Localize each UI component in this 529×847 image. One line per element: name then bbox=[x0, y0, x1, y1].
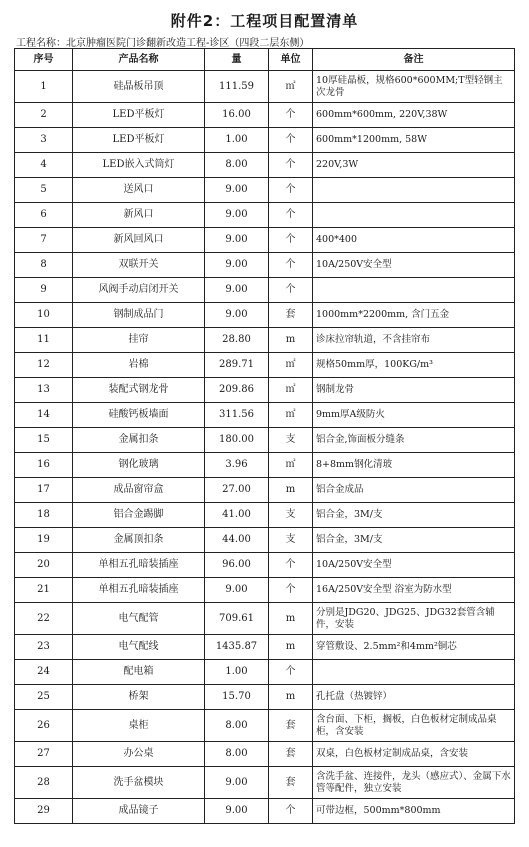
product-name-cell: 送风口 bbox=[73, 178, 205, 203]
product-name-cell: 电气配管 bbox=[73, 603, 205, 635]
product-name-cell: LED嵌入式筒灯 bbox=[73, 153, 205, 178]
unit-cell: 支 bbox=[269, 428, 313, 453]
unit-cell: 支 bbox=[269, 528, 313, 553]
quantity-cell: 9.00 bbox=[205, 253, 269, 278]
row-number-cell: 2 bbox=[15, 103, 73, 128]
unit-cell: ㎡ bbox=[269, 378, 313, 403]
product-name-cell: 钢化玻璃 bbox=[73, 453, 205, 478]
quantity-cell: 3.96 bbox=[205, 453, 269, 478]
unit-cell: ㎡ bbox=[269, 71, 313, 103]
unit-cell: m bbox=[269, 603, 313, 635]
remark-cell bbox=[313, 178, 515, 203]
row-number-cell: 20 bbox=[15, 553, 73, 578]
table-row bbox=[15, 710, 515, 742]
quantity-cell: 8.00 bbox=[205, 710, 269, 742]
quantity-cell: 1435.87 bbox=[205, 635, 269, 660]
quantity-cell: 41.00 bbox=[205, 503, 269, 528]
row-number-cell: 19 bbox=[15, 528, 73, 553]
remark-cell: 铝合金，3M/支 bbox=[313, 528, 515, 553]
remark-cell: 含台面、下柜，搁板，白色板材定制成品桌柜，含安装 bbox=[313, 710, 515, 742]
unit-cell: ㎡ bbox=[269, 453, 313, 478]
quantity-cell: 16.00 bbox=[205, 103, 269, 128]
unit-cell: 套 bbox=[269, 303, 313, 328]
remark-cell: 10A/250V安全型 bbox=[313, 553, 515, 578]
config-table bbox=[14, 48, 515, 824]
col-header-qty: 量 bbox=[205, 49, 269, 71]
row-number-cell: 24 bbox=[15, 660, 73, 685]
remark-cell: 铝合金成品 bbox=[313, 478, 515, 503]
row-number-cell: 11 bbox=[15, 328, 73, 353]
product-name-cell: 单相五孔暗装插座 bbox=[73, 578, 205, 603]
unit-cell: ㎡ bbox=[269, 403, 313, 428]
row-number-cell: 1 bbox=[15, 71, 73, 103]
col-header-name: 产品名称 bbox=[73, 49, 205, 71]
table-row bbox=[15, 328, 515, 353]
remark-cell: 双桌，白色板材定制成品桌，含安装 bbox=[313, 742, 515, 767]
remark-cell: 220V,3W bbox=[313, 153, 515, 178]
quantity-cell: 311.56 bbox=[205, 403, 269, 428]
product-name-cell: 风阀手动启闭开关 bbox=[73, 278, 205, 303]
quantity-cell: 1.00 bbox=[205, 660, 269, 685]
unit-cell: 套 bbox=[269, 742, 313, 767]
unit-cell: 个 bbox=[269, 553, 313, 578]
table-row bbox=[15, 603, 515, 635]
quantity-cell: 209.86 bbox=[205, 378, 269, 403]
table-row bbox=[15, 578, 515, 603]
product-name-cell: 洗手盆模块 bbox=[73, 767, 205, 799]
product-name-cell: LED平板灯 bbox=[73, 103, 205, 128]
table-row bbox=[15, 528, 515, 553]
remark-cell: 诊床拉帘轨道，不含挂帘布 bbox=[313, 328, 515, 353]
quantity-cell: 9.00 bbox=[205, 303, 269, 328]
unit-cell: 个 bbox=[269, 103, 313, 128]
remark-cell: 9mm厚A级防火 bbox=[313, 403, 515, 428]
remark-cell: 穿管敷设、2.5mm²和4mm²铜芯 bbox=[313, 635, 515, 660]
product-name-cell: LED平板灯 bbox=[73, 128, 205, 153]
table-row bbox=[15, 553, 515, 578]
quantity-cell: 709.61 bbox=[205, 603, 269, 635]
unit-cell: 个 bbox=[269, 128, 313, 153]
row-number-cell: 21 bbox=[15, 578, 73, 603]
row-number-cell: 14 bbox=[15, 403, 73, 428]
quantity-cell: 9.00 bbox=[205, 178, 269, 203]
remark-cell: 孔托盘（热镀锌） bbox=[313, 685, 515, 710]
row-number-cell: 8 bbox=[15, 253, 73, 278]
table-row bbox=[15, 428, 515, 453]
document-title: 附件2：工程项目配置清单 bbox=[170, 12, 359, 30]
unit-cell: 个 bbox=[269, 228, 313, 253]
unit-cell: m bbox=[269, 685, 313, 710]
row-number-cell: 13 bbox=[15, 378, 73, 403]
product-name-cell: 桌柜 bbox=[73, 710, 205, 742]
remark-cell: 400*400 bbox=[313, 228, 515, 253]
remark-cell: 分别是JDG20、JDG25、JDG32套管含辅件，安装 bbox=[313, 603, 515, 635]
table-row bbox=[15, 178, 515, 203]
remark-cell: 1000mm*2200mm, 含门五金 bbox=[313, 303, 515, 328]
remark-cell: 铝合金,饰面板分缝条 bbox=[313, 428, 515, 453]
quantity-cell: 9.00 bbox=[205, 767, 269, 799]
table-body bbox=[15, 71, 515, 824]
product-name-cell: 岩棉 bbox=[73, 353, 205, 378]
table-row bbox=[15, 303, 515, 328]
product-name-cell: 硅酸钙板墙面 bbox=[73, 403, 205, 428]
table-row bbox=[15, 71, 515, 103]
row-number-cell: 3 bbox=[15, 128, 73, 153]
remark-cell: 钢制龙骨 bbox=[313, 378, 515, 403]
product-name-cell: 电气配线 bbox=[73, 635, 205, 660]
remark-cell: 600mm*1200mm, 58W bbox=[313, 128, 515, 153]
quantity-cell: 9.00 bbox=[205, 799, 269, 824]
remark-cell: 10A/250V安全型 bbox=[313, 253, 515, 278]
unit-cell: 个 bbox=[269, 578, 313, 603]
product-name-cell: 办公桌 bbox=[73, 742, 205, 767]
table-row bbox=[15, 128, 515, 153]
row-number-cell: 5 bbox=[15, 178, 73, 203]
table-row bbox=[15, 799, 515, 824]
quantity-cell: 9.00 bbox=[205, 228, 269, 253]
quantity-cell: 9.00 bbox=[205, 203, 269, 228]
quantity-cell: 111.59 bbox=[205, 71, 269, 103]
unit-cell: 支 bbox=[269, 503, 313, 528]
table-row bbox=[15, 742, 515, 767]
product-name-cell: 钢制成品门 bbox=[73, 303, 205, 328]
quantity-cell: 44.00 bbox=[205, 528, 269, 553]
table-row bbox=[15, 203, 515, 228]
product-name-cell: 装配式钢龙骨 bbox=[73, 378, 205, 403]
product-name-cell: 金属顶扣条 bbox=[73, 528, 205, 553]
remark-cell bbox=[313, 278, 515, 303]
quantity-cell: 15.70 bbox=[205, 685, 269, 710]
unit-cell: 个 bbox=[269, 660, 313, 685]
table-header-row bbox=[15, 49, 515, 71]
col-header-no: 序号 bbox=[15, 49, 73, 71]
unit-cell: 个 bbox=[269, 253, 313, 278]
remark-cell: 8+8mm钢化清玻 bbox=[313, 453, 515, 478]
row-number-cell: 29 bbox=[15, 799, 73, 824]
unit-cell: 个 bbox=[269, 178, 313, 203]
table-row bbox=[15, 453, 515, 478]
remark-cell: 可带边框，500mm*800mm bbox=[313, 799, 515, 824]
product-name-cell: 单相五孔暗装插座 bbox=[73, 553, 205, 578]
product-name-cell: 挂帘 bbox=[73, 328, 205, 353]
unit-cell: m bbox=[269, 635, 313, 660]
unit-cell: 个 bbox=[269, 799, 313, 824]
product-name-cell: 配电箱 bbox=[73, 660, 205, 685]
remark-cell: 600mm*600mm, 220V,38W bbox=[313, 103, 515, 128]
unit-cell: m bbox=[269, 328, 313, 353]
row-number-cell: 23 bbox=[15, 635, 73, 660]
unit-cell: 个 bbox=[269, 153, 313, 178]
quantity-cell: 180.00 bbox=[205, 428, 269, 453]
remark-cell bbox=[313, 660, 515, 685]
remark-cell: 16A/250V安全型 浴室为防水型 bbox=[313, 578, 515, 603]
project-name: 工程名称：北京肿瘤医院门诊翻新改造工程-诊区（四段二层东侧） bbox=[16, 38, 310, 49]
col-header-unit: 单位 bbox=[269, 49, 313, 71]
product-name-cell: 桥架 bbox=[73, 685, 205, 710]
table-row bbox=[15, 685, 515, 710]
col-header-note: 备注 bbox=[313, 49, 515, 71]
row-number-cell: 28 bbox=[15, 767, 73, 799]
table-row bbox=[15, 278, 515, 303]
row-number-cell: 10 bbox=[15, 303, 73, 328]
table-row bbox=[15, 767, 515, 799]
quantity-cell: 1.00 bbox=[205, 128, 269, 153]
table-row bbox=[15, 378, 515, 403]
table-row bbox=[15, 660, 515, 685]
row-number-cell: 6 bbox=[15, 203, 73, 228]
remark-cell bbox=[313, 203, 515, 228]
remark-cell: 铝合金，3M/支 bbox=[313, 503, 515, 528]
row-number-cell: 18 bbox=[15, 503, 73, 528]
table-row bbox=[15, 503, 515, 528]
table-row bbox=[15, 253, 515, 278]
unit-cell: ㎡ bbox=[269, 353, 313, 378]
quantity-cell: 9.00 bbox=[205, 578, 269, 603]
quantity-cell: 28.80 bbox=[205, 328, 269, 353]
product-name-cell: 铝合金踢脚 bbox=[73, 503, 205, 528]
table-row bbox=[15, 228, 515, 253]
row-number-cell: 17 bbox=[15, 478, 73, 503]
product-name-cell: 金属扣条 bbox=[73, 428, 205, 453]
quantity-cell: 8.00 bbox=[205, 153, 269, 178]
unit-cell: 个 bbox=[269, 278, 313, 303]
row-number-cell: 7 bbox=[15, 228, 73, 253]
unit-cell: 套 bbox=[269, 710, 313, 742]
quantity-cell: 289.71 bbox=[205, 353, 269, 378]
remark-cell: 10厚硅晶板，规格600*600MM;T型轻钢主次龙骨 bbox=[313, 71, 515, 103]
row-number-cell: 4 bbox=[15, 153, 73, 178]
table-row bbox=[15, 353, 515, 378]
unit-cell: m bbox=[269, 478, 313, 503]
table-row bbox=[15, 478, 515, 503]
row-number-cell: 12 bbox=[15, 353, 73, 378]
table-row bbox=[15, 153, 515, 178]
row-number-cell: 9 bbox=[15, 278, 73, 303]
unit-cell: 个 bbox=[269, 203, 313, 228]
quantity-cell: 27.00 bbox=[205, 478, 269, 503]
table-row bbox=[15, 403, 515, 428]
product-name-cell: 成品窗帘盒 bbox=[73, 478, 205, 503]
table-row bbox=[15, 635, 515, 660]
row-number-cell: 27 bbox=[15, 742, 73, 767]
unit-cell: 套 bbox=[269, 767, 313, 799]
quantity-cell: 8.00 bbox=[205, 742, 269, 767]
product-name-cell: 硅晶板吊顶 bbox=[73, 71, 205, 103]
product-name-cell: 成品镜子 bbox=[73, 799, 205, 824]
row-number-cell: 16 bbox=[15, 453, 73, 478]
row-number-cell: 22 bbox=[15, 603, 73, 635]
product-name-cell: 新风口 bbox=[73, 203, 205, 228]
product-name-cell: 双联开关 bbox=[73, 253, 205, 278]
remark-cell: 规格50mm厚，100KG/m³ bbox=[313, 353, 515, 378]
table-row bbox=[15, 103, 515, 128]
row-number-cell: 26 bbox=[15, 710, 73, 742]
remark-cell: 含洗手盆、连接件，龙头（感应式）、金属下水管等配件，独立安装 bbox=[313, 767, 515, 799]
quantity-cell: 9.00 bbox=[205, 278, 269, 303]
row-number-cell: 25 bbox=[15, 685, 73, 710]
product-name-cell: 新风回风口 bbox=[73, 228, 205, 253]
quantity-cell: 96.00 bbox=[205, 553, 269, 578]
row-number-cell: 15 bbox=[15, 428, 73, 453]
